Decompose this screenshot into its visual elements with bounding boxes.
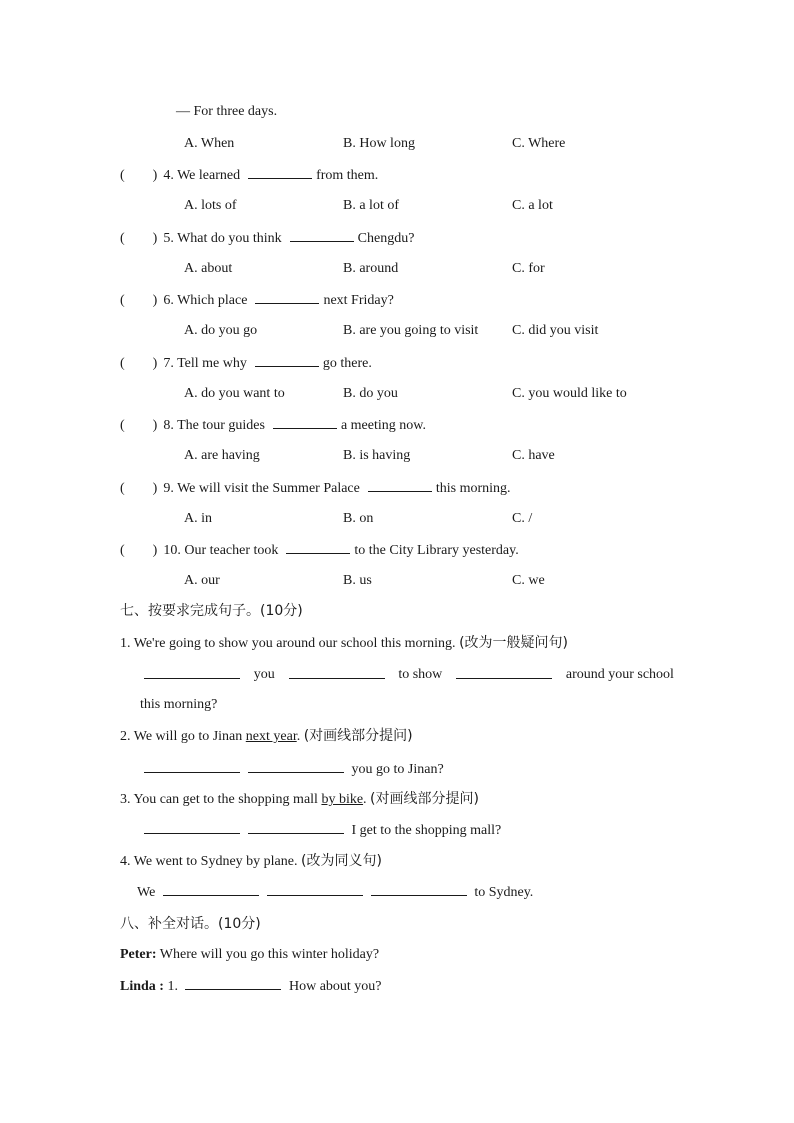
option-c: C. a lot — [512, 198, 553, 213]
answer-blank[interactable] — [255, 354, 319, 367]
question-row — [120, 166, 378, 185]
question-row — [120, 541, 519, 560]
word: I get to the shopping mall? — [351, 823, 502, 838]
s7-q1-text: 1. We're going to show you around our school this morning. — [120, 636, 456, 651]
option-b: B. us — [343, 573, 372, 588]
option-b: B. around — [343, 261, 399, 276]
word: We — [137, 885, 156, 900]
option-c: C. did you visit — [512, 323, 599, 338]
answer-blank[interactable] — [185, 977, 281, 990]
option-c: C. / — [512, 511, 533, 526]
answer-paren[interactable]: ( ) — [120, 293, 158, 308]
answer-blank[interactable] — [289, 666, 385, 679]
option-b: B. a lot of — [343, 198, 399, 213]
answer-blank[interactable] — [267, 883, 363, 896]
section-7-title: 七、按要求完成句子。(10分) — [120, 603, 303, 619]
answer-paren[interactable]: ( ) — [120, 168, 158, 183]
dialog-text: Where will you go this winter holiday? — [159, 947, 380, 962]
answer-paren[interactable]: ( ) — [120, 481, 158, 496]
s7-q2 — [120, 727, 413, 746]
answer-blank[interactable] — [144, 666, 240, 679]
option-c: C. we — [512, 573, 545, 588]
answer-blank[interactable] — [248, 166, 312, 179]
question-row — [120, 229, 414, 248]
underlined-phrase: by bike — [321, 792, 364, 807]
answer-paren[interactable]: ( ) — [120, 231, 158, 246]
speaker-linda: Linda : — [120, 979, 164, 994]
question-text: 4. We learned — [163, 168, 241, 183]
answer-blank[interactable] — [248, 760, 344, 773]
word: to show — [398, 667, 443, 682]
punct: . — [363, 792, 367, 807]
word: you — [253, 667, 275, 682]
word: you go to Jinan? — [351, 762, 444, 777]
answer-blank[interactable] — [290, 229, 354, 242]
s7-q1-note: (改为一般疑问句) — [459, 635, 568, 651]
answer-blank[interactable] — [456, 666, 552, 679]
question-text-end: from them. — [316, 168, 379, 183]
question-row — [120, 416, 426, 435]
question-text: 5. What do you think — [163, 231, 282, 246]
section-8-title: 八、补全对话。(10分) — [120, 916, 261, 932]
s7-q3-note: (对画线部分提问) — [370, 791, 479, 807]
answer-blank[interactable] — [255, 291, 319, 304]
question-text-end: a meeting now. — [340, 418, 426, 433]
option-a: A. about — [184, 261, 233, 276]
answer-paren[interactable]: ( ) — [120, 418, 158, 433]
punct: . — [296, 729, 301, 744]
answer-blank[interactable] — [286, 541, 350, 554]
question-row — [120, 354, 372, 373]
option-a: A. When — [184, 136, 235, 151]
option-b: B. How long — [343, 136, 415, 151]
s7-q4-note: (改为同义句) — [300, 853, 382, 869]
s7-q1 — [120, 634, 568, 653]
underlined-phrase: next year — [245, 729, 297, 744]
answer-blank[interactable] — [371, 883, 467, 896]
s7-q2-answer — [144, 760, 444, 779]
s7-q1-cont: this morning? — [140, 697, 218, 712]
option-a: A. do you want to — [184, 386, 285, 401]
dialog-line-1 — [120, 946, 379, 964]
answer-blank[interactable] — [144, 821, 240, 834]
option-b: B. on — [343, 511, 374, 526]
option-a: A. are having — [184, 448, 260, 463]
answer-blank[interactable] — [273, 416, 337, 429]
s7-q3-answer — [144, 821, 501, 840]
s7-q3-text: 3. You can get to the shopping mall — [120, 792, 318, 807]
word: to Sydney. — [474, 885, 534, 900]
question-row — [120, 291, 394, 310]
option-b: B. is having — [343, 448, 411, 463]
option-a: A. lots of — [184, 198, 237, 213]
question-text-end: this morning. — [435, 481, 511, 496]
question-text-end: to the City Library yesterday. — [354, 543, 519, 558]
option-a: A. do you go — [184, 323, 258, 338]
option-c: C. you would like to — [512, 386, 627, 401]
speaker-peter: Peter: — [120, 947, 157, 962]
option-b: B. are you going to visit — [343, 323, 479, 338]
question-text: 7. Tell me why — [163, 356, 247, 371]
option-b: B. do you — [343, 386, 398, 401]
question-text: 10. Our teacher took — [163, 543, 279, 558]
answer-blank[interactable] — [163, 883, 259, 896]
question-row — [120, 479, 511, 498]
dialog-line-2 — [120, 977, 382, 996]
option-c: C. Where — [512, 136, 566, 151]
question-text-end: next Friday? — [323, 293, 394, 308]
answer-blank[interactable] — [144, 760, 240, 773]
s7-q4-text: 4. We went to Sydney by plane. — [120, 854, 298, 869]
option-a: A. in — [184, 511, 212, 526]
question-text: 8. The tour guides — [163, 418, 265, 433]
s7-q2-note: (对画线部分提问) — [303, 728, 413, 744]
option-c: C. for — [512, 261, 545, 276]
answer-line — [176, 103, 277, 121]
option-c: C. have — [512, 448, 555, 463]
answer-text: — For three days. — [176, 104, 278, 119]
answer-paren[interactable]: ( ) — [120, 356, 158, 371]
option-a: A. our — [184, 573, 220, 588]
question-text-end: Chengdu? — [357, 231, 415, 246]
s7-q4-answer — [137, 883, 533, 902]
item-number: 1. — [167, 979, 178, 994]
s7-q2-text: 2. We will go to Jinan — [120, 729, 243, 744]
s7-q1-answer — [140, 666, 674, 684]
question-text-end: go there. — [322, 356, 372, 371]
answer-blank[interactable] — [248, 821, 344, 834]
answer-blank[interactable] — [368, 479, 432, 492]
s7-q3 — [120, 790, 479, 809]
word: around your school — [565, 667, 674, 682]
question-text: 6. Which place — [163, 293, 248, 308]
answer-paren[interactable]: ( ) — [120, 543, 158, 558]
question-text: 9. We will visit the Summer Palace — [163, 481, 360, 496]
s7-q4 — [120, 852, 382, 871]
dialog-text: How about you? — [288, 979, 382, 994]
